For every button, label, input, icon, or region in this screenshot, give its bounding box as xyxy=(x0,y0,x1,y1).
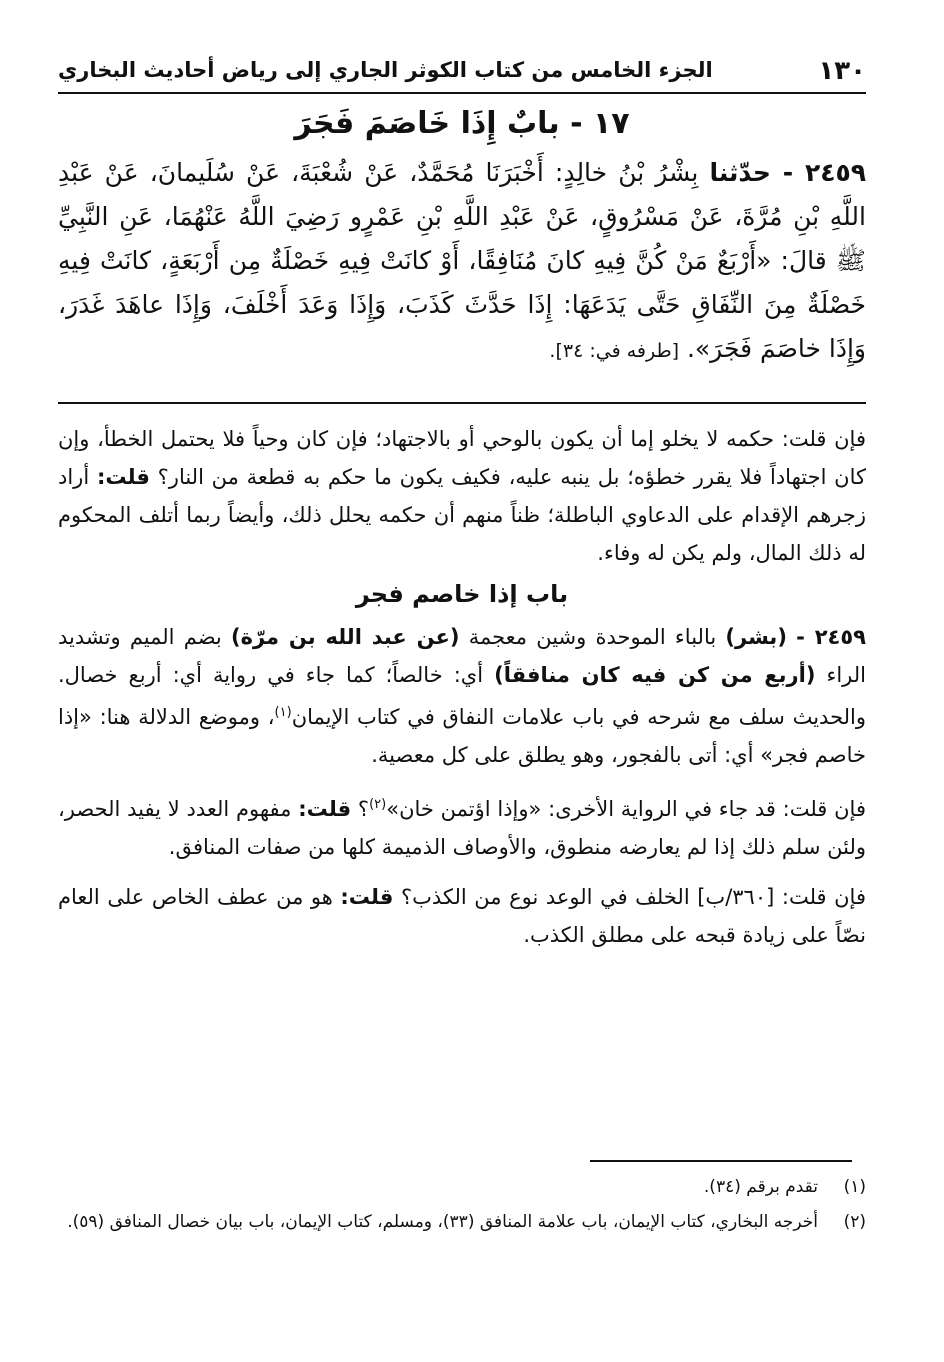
commentary-paragraph-4 xyxy=(58,878,866,954)
hadith-section xyxy=(58,106,866,373)
hadith-body: بِشْرُ بْنُ خالِدٍ: أَخْبَرَنَا مُحَمَّدٌ، عَنْ شُعْبَةَ، عَنْ سُلَيمانَ، عَنْ عَبْدِ اللَّهِ بْنِ مُرَّةَ، عَنْ مَسْرُوقٍ، عَنْ عَبْدِ اللَّهِ بْنِ عَمْرٍو رَضِيَ اللَّهُ عَنْهُمَا، عَنِ النَّبِيِّ ﷺ قالَ: «أَرْبَعٌ مَنْ كُنَّ فِيهِ كانَ مُنَافِقًا، أَوْ كانَتْ فِيهِ خَصْلَةٌ مِن أَرْبَعَةٍ، كانَتْ فِيهِ خَصْلَةٌ مِنَ النِّفَاقِ حَتَّى يَدَعَهَا: إِذَا حَدَّثَ كَذَبَ، وَإِذَا وَعَدَ أَخْلَفَ، وَإِذَا عاهَدَ غَدَرَ، وَإِذَا خاصَمَ فَجَرَ». xyxy=(58,158,866,363)
footnote-1 xyxy=(58,1172,866,1203)
p1-text: فإن قلت: حكمه لا يخلو إما أن يكون بالوحي أو بالاجتهاد؛ فإن كان وحياً فلا يحتمل الخطأ، وإن كان اجتهاداً فلا يقرر خطؤه؛ بل ينبه عليه، فكيف يكون ما حكم به قطعة من النار؟ xyxy=(58,427,866,489)
commentary-section xyxy=(58,420,866,954)
footnote-ref-1[interactable]: (١) xyxy=(274,705,292,720)
running-title: الجزء الخامس من كتاب الكوثر الجاري إلى رياض أحاديث البخاري xyxy=(58,58,713,82)
commentary-paragraph-2 xyxy=(58,618,866,774)
commentary-paragraph-3 xyxy=(58,786,866,866)
p4-text-a: فإن قلت: [٣٦٠/ب] الخلف في الوعد نوع من الكذب؟ xyxy=(400,885,866,909)
section-divider xyxy=(58,402,866,404)
footnote-2 xyxy=(58,1207,866,1238)
footnote-rule xyxy=(590,1160,852,1162)
p3-qult: قلت: xyxy=(298,797,352,821)
p3-answer: مفهوم العدد لا يفيد الحصر، ولئن سلم ذلك إذا لم يعارضه منطوق، والأوصاف الذميمة كلها من صفات المنافق. xyxy=(58,797,866,859)
p2-abdullah: (عن عبد الله بن مرّة) xyxy=(230,625,460,649)
p3-text-a: فإن قلت: قد جاء في الرواية الأخرى: «وإذا اؤتمن خان» xyxy=(386,797,866,821)
p2-number: ٢٤٥٩ - xyxy=(796,625,866,649)
chapter-title: ١٧ - بابٌ إِذَا خَاصَمَ فَجَرَ xyxy=(294,106,630,141)
p1-answer: أراد زجرهم الإقدام على الدعاوي الباطلة؛ ظناً منهم أن حكمه يحلل ذلك، وأيضاً ربما أتلف المحكوم له ذلك المال، ولم يكن له وفاء. xyxy=(58,465,866,565)
commentary-paragraph-1 xyxy=(58,420,866,572)
p2-text-a: بالباء الموحدة وشين معجمة xyxy=(468,625,717,649)
p1-qult: قلت: xyxy=(96,465,150,489)
footnote-text: أخرجه البخاري، كتاب الإيمان، باب علامة المنافق (٣٣)، ومسلم، كتاب الإيمان، باب بيان خصال المنافق (٥٩). xyxy=(67,1212,818,1232)
running-header xyxy=(58,52,866,94)
p2-text-b: بضم الميم وتشديد الراء xyxy=(58,625,866,687)
p2-text-d: ، وموضع الدلالة هنا: «إذا خاصم فجر» أي: أتى بالفجور، وهو يطلق على كل معصية. xyxy=(58,705,866,767)
footnote-ref-2[interactable]: (٢) xyxy=(369,797,387,812)
p2-bishr: (بشر) xyxy=(725,625,787,649)
footnote-text: تقدم برقم (٣٤). xyxy=(703,1177,818,1197)
hadith-text xyxy=(58,151,866,373)
footnote-number: (١) xyxy=(843,1177,866,1197)
footnote-number: (٢) xyxy=(843,1212,866,1232)
hadith-number: ٢٤٥٩ - حدّثنا xyxy=(709,158,866,187)
p2-arba: (أربع من كن فيه كان منافقاً) xyxy=(494,663,816,687)
hadith-reference: [طرفه في: ٣٤]. xyxy=(549,340,679,362)
page-number: ١٣٠ xyxy=(818,56,866,86)
footnotes xyxy=(58,1172,866,1242)
p3-text-b: ؟ xyxy=(357,797,370,821)
p2-text-c: أي: خالصاً؛ كما جاء في رواية أي: أربع خصال. والحديث سلف مع شرحه في باب علامات النفاق في كتاب الإيمان xyxy=(58,663,866,729)
commentary-subheading: باب إذا خاصم فجر xyxy=(355,580,569,608)
p4-qult: قلت: xyxy=(340,885,394,909)
p4-answer: هو من عطف الخاص على العام نصّاً على زيادة قبحه على مطلق الكذب. xyxy=(58,885,866,947)
